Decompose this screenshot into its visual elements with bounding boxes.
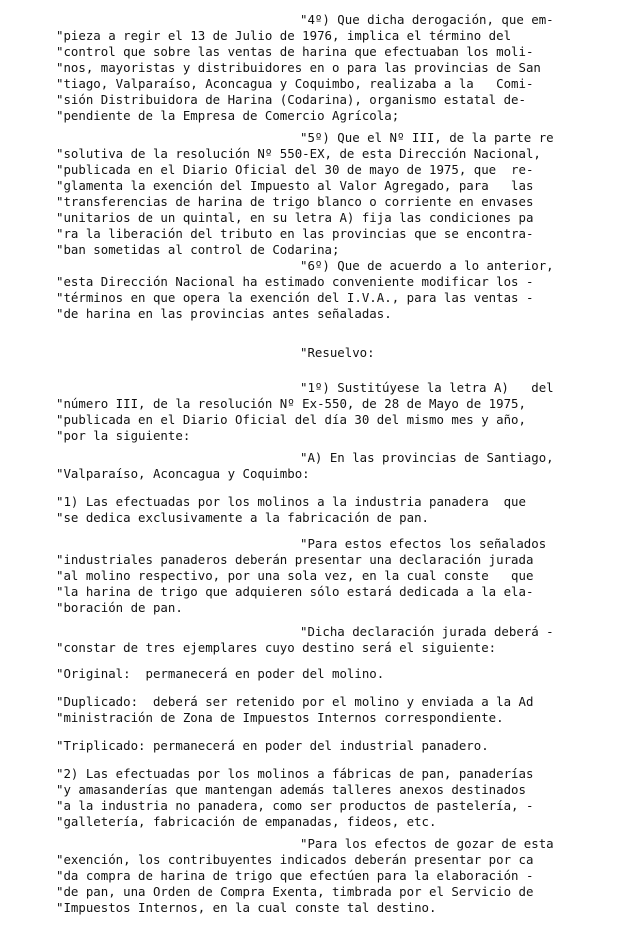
text-line: "a la industria no panadera, como ser productos de pastelería, -: [56, 798, 534, 813]
text-line: "ministración de Zona de Impuestos Internos correspondiente.: [56, 710, 504, 725]
text-line: "solutiva de la resolución Nº 550-EX, de esta Dirección Nacional,: [56, 146, 541, 161]
text-line: "galletería, fabricación de empanadas, fideos, etc.: [56, 814, 437, 829]
text-line: "esta Dirección Nacional ha estimado conveniente modificar los -: [56, 274, 534, 289]
text-line: "publicada en el Diario Oficial del 30 de mayo de 1975, que re-: [56, 162, 534, 177]
text-line: "de harina en las provincias antes señaladas.: [56, 306, 392, 321]
text-line: "Valparaíso, Aconcagua y Coquimbo:: [56, 466, 310, 481]
text-line: "constar de tres ejemplares cuyo destino será el siguiente:: [56, 640, 497, 655]
text-line: "de pan, una Orden de Compra Exenta, timbrada por el Servicio de: [56, 884, 534, 899]
text-line: "transferencias de harina de trigo blanco o corriente en envases: [56, 194, 534, 209]
text-line: "ra la liberación del tributo en las provincias que se encontra-: [56, 226, 534, 241]
text-line: "Dicha declaración jurada deberá -: [300, 624, 554, 639]
text-line: "A) En las provincias de Santiago,: [300, 450, 554, 465]
text-line: "pieza a regir el 13 de Julio de 1976, implica el término del: [56, 28, 512, 43]
text-line: "Para los efectos de gozar de esta: [300, 836, 554, 851]
text-line: "boración de pan.: [56, 600, 183, 615]
text-line: "Duplicado: deberá ser retenido por el molino y enviada a la Ad: [56, 694, 534, 709]
text-line: "2) Las efectuadas por los molinos a fábricas de pan, panaderías: [56, 766, 534, 781]
text-line: "sión Distribuidora de Harina (Codarina), organismo estatal de-: [56, 92, 526, 107]
text-line: "unitarios de un quintal, en su letra A) fija las condiciones pa: [56, 210, 534, 225]
text-line: "1º) Sustitúyese la letra A) del: [300, 380, 554, 395]
text-line: "industriales panaderos deberán presentar una declaración jurada: [56, 552, 534, 567]
text-line: "ban sometidas al control de Codarina;: [56, 242, 340, 257]
text-line: "exención, los contribuyentes indicados deberán presentar por ca: [56, 852, 534, 867]
text-line: "Original: permanecerá en poder del molino.: [56, 666, 385, 681]
text-line: "tiago, Valparaíso, Aconcagua y Coquimbo, realizaba a la Comi-: [56, 76, 534, 91]
text-line: "Impuestos Internos, en la cual conste tal destino.: [56, 900, 437, 915]
text-line: "y amasanderías que mantengan además talleres anexos destinados: [56, 782, 526, 797]
text-line: "6º) Que de acuerdo a lo anterior,: [300, 258, 554, 273]
text-line: "glamenta la exención del Impuesto al Valor Agregado, para las: [56, 178, 534, 193]
text-line: "Resuelvo:: [300, 345, 375, 360]
text-line: "da compra de harina de trigo que efectúen para la elaboración -: [56, 868, 534, 883]
text-line: "5º) Que el Nº III, de la parte re: [300, 130, 554, 145]
text-line: "nos, mayoristas y distribuidores en o para las provincias de San: [56, 60, 541, 75]
text-line: "4º) Que dicha derogación, que em-: [300, 12, 554, 27]
text-line: "por la siguiente:: [56, 428, 191, 443]
text-line: "1) Las efectuadas por los molinos a la industria panadera que: [56, 494, 526, 509]
text-line: "la harina de trigo que adquieren sólo estará dedicada a la ela-: [56, 584, 534, 599]
text-line: "número III, de la resolución Nº Ex-550, de 28 de Mayo de 1975,: [56, 396, 526, 411]
text-line: "al molino respectivo, por una sola vez, en la cual conste que: [56, 568, 534, 583]
text-line: "Para estos efectos los señalados: [300, 536, 547, 551]
text-line: "términos en que opera la exención del I.V.A., para las ventas -: [56, 290, 534, 305]
text-line: "pendiente de la Empresa de Comercio Agrícola;: [56, 108, 400, 123]
text-line: "publicada en el Diario Oficial del día 30 del mismo mes y año,: [56, 412, 526, 427]
text-line: "control que sobre las ventas de harina que efectuaban los moli-: [56, 44, 534, 59]
text-line: "se dedica exclusivamente a la fabricación de pan.: [56, 510, 429, 525]
text-line: "Triplicado: permanecerá en poder del industrial panadero.: [56, 738, 489, 753]
